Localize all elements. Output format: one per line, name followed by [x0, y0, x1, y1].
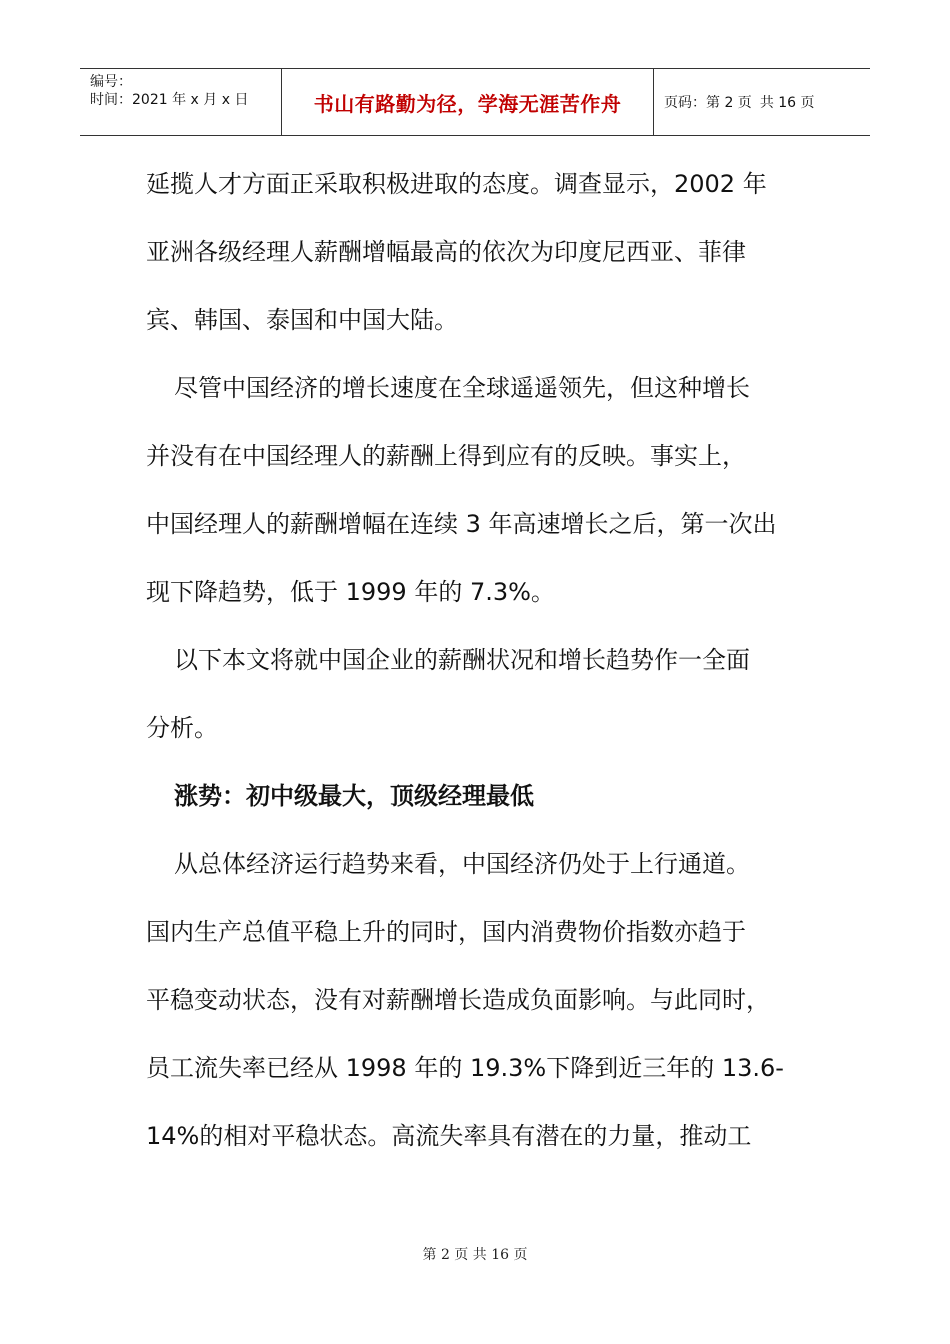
- body-line: 14%的相对平稳状态。高流失率具有潜在的力量，推动工: [146, 1122, 752, 1150]
- page-footer: 第 2 页 共 16 页: [422, 1247, 528, 1263]
- header-number-label: 编号：: [90, 74, 132, 90]
- body-line: 尽管中国经济的增长速度在全球遥遥领先，但这种增长: [174, 374, 750, 402]
- section-heading: 涨势：初中级最大，顶级经理最低: [174, 782, 534, 810]
- body-line: 宾、韩国、泰国和中国大陆。: [146, 306, 458, 334]
- header-page-number: 页码：第 2 页: [664, 95, 752, 111]
- header-time-label: 时间：2021 年 x 月 x 日: [90, 92, 249, 108]
- body-line: 以下本文将就中国企业的薪酬状况和增长趋势作一全面: [174, 646, 750, 674]
- body-line: 现下降趋势，低于 1999 年的 7.3%。: [146, 578, 555, 606]
- header-motto: 书山有路勤为径，学海无涯苦作舟: [282, 69, 654, 135]
- body-line: 平稳变动状态，没有对薪酬增长造成负面影响。与此同时，: [146, 986, 770, 1014]
- header-page-info: [654, 69, 870, 135]
- body-line: 国内生产总值平稳上升的同时，国内消费物价指数亦趋于: [146, 918, 746, 946]
- document-body: [146, 150, 836, 1170]
- page-header: [80, 68, 870, 136]
- header-page-total: 共 16 页: [759, 95, 815, 111]
- body-line: 分析。: [146, 714, 218, 742]
- body-line: 亚洲各级经理人薪酬增幅最高的依次为印度尼西亚、菲律: [146, 238, 746, 266]
- header-meta: [80, 69, 282, 135]
- body-line: 并没有在中国经理人的薪酬上得到应有的反映。事实上，: [146, 442, 746, 470]
- body-line: 中国经理人的薪酬增幅在连续 3 年高速增长之后，第一次出: [146, 510, 777, 538]
- body-line: 延揽人才方面正采取积极进取的态度。调查显示，2002 年: [146, 170, 767, 198]
- body-line: 从总体经济运行趋势来看，中国经济仍处于上行通道。: [174, 850, 750, 878]
- body-line: 员工流失率已经从 1998 年的 19.3%下降到近三年的 13.6-: [146, 1054, 784, 1082]
